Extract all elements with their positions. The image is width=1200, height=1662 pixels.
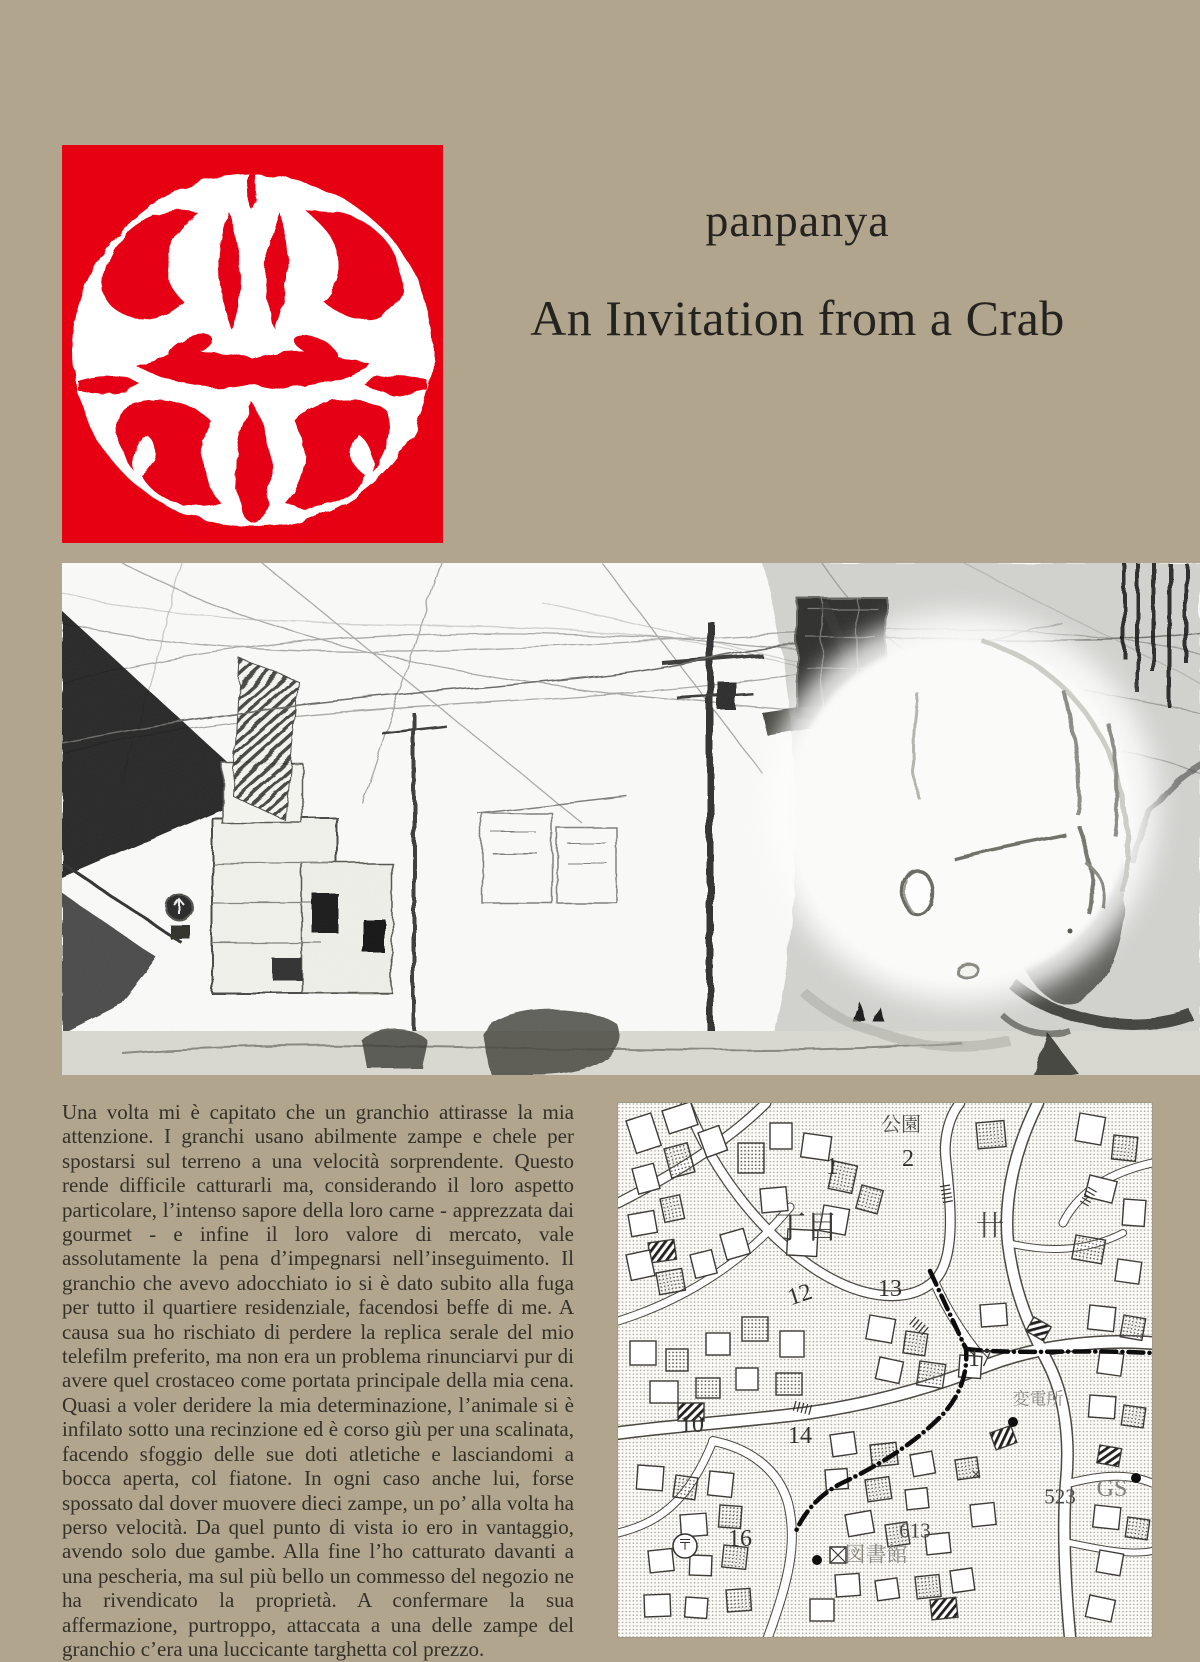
- map-label: 変電所: [1012, 1389, 1064, 1409]
- publisher-logo: [62, 145, 443, 543]
- map-label: 公園: [881, 1114, 921, 1136]
- author-name: panpanya: [705, 195, 890, 246]
- map-label: GS: [1096, 1476, 1128, 1502]
- street-illustration: [62, 563, 1200, 1075]
- map-label: 10: [680, 1412, 704, 1438]
- map-label: 丁目: [773, 1209, 839, 1245]
- map-label: 613: [899, 1518, 931, 1543]
- map-label: 図書館: [844, 1542, 908, 1567]
- title-block: [443, 196, 1152, 346]
- map-label: ×: [970, 1464, 982, 1486]
- map-label: 卄: [975, 1211, 1005, 1242]
- map-label: 13: [878, 1276, 902, 1302]
- map-label: 12: [784, 1278, 816, 1312]
- synopsis-text: Una volta mi è capitato che un granchio attirasse la mia attenzione. I granchi usano abilmente zampe e chele per spostarsi sul terreno a una velocità sorprendente. Questo rende difficile catturarli ma, considerando il loro aspetto particolare, l’intenso sapore della loro carne - apprezzata dai gourmet - e infine il loro valore di mercato, vale assolutamente la pena d’impegnarsi nell’inseguimento. Il granchio che avevo adocchiato io si è dato subito alla fuga per tutto il quartiere residenziale, facendosi beffe di me. A causa sua ho rischiato di perdere la replica serale del mio telefilm preferito, ma non era un problema rinunciarvi pur di avere quel crostaceo come portata principale della mia cena. Quasi a voler deridere la mia determinazione, l’animale si è infilato sotto una recinzione ed è corso giù per una scalinata, facendo sfoggio delle sue doti atletiche e lasciandomi a bocca aperta, col fiatone. In ogni caso anche lui, forse spossato dal dover muovere dieci zampe, un po’ alla volta ha perso velocità. Da quel punto di vista io ero in vantaggio, avendo solo due gambe. Alla fine l’ho catturato davanti a una pescheria, ma sul più bello un commesso del negozio ne ha rivendicato la proprietà. A confermare la sua affermazione, purtroppo, attaccata a una delle zampe del granchio c’era una luccicante targhetta col prezzo.: [62, 1100, 574, 1661]
- crab-seal-emblem-icon: [62, 145, 443, 543]
- map-label: 523: [1044, 1484, 1076, 1509]
- map-label: 14: [788, 1423, 812, 1449]
- map-label: 16: [728, 1526, 752, 1552]
- map-label: 〒: [677, 1537, 693, 1554]
- map-label: 17: [968, 1346, 992, 1372]
- neighborhood-map: [618, 1103, 1152, 1637]
- book-title: An Invitation from a Crab: [530, 289, 1065, 346]
- map-label: 2: [902, 1146, 914, 1172]
- map-labels-layer: [618, 1103, 1152, 1637]
- alley-sketch-image: [62, 563, 1200, 1075]
- map-label: 1: [826, 1154, 838, 1180]
